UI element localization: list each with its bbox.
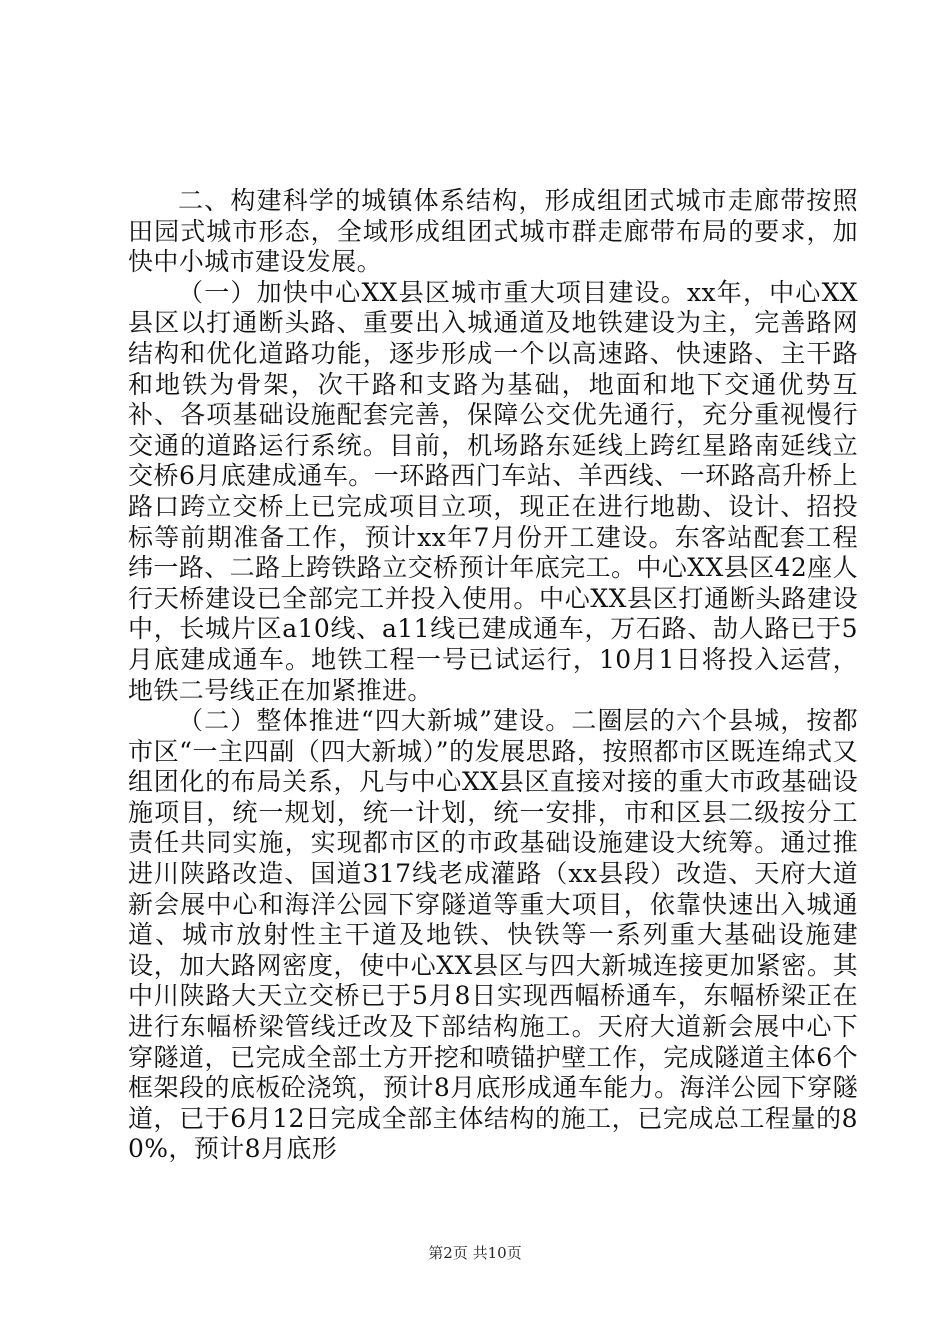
- paragraph-section-two-intro: 二、构建科学的城镇体系结构，形成组团式城市走廊带按照田园式城市形态，全域形成组团式城市群走廊带布局的要求，加快中小城市建设发展。: [128, 186, 858, 277]
- document-body: [128, 186, 858, 1165]
- paragraph-central-county-projects: （一）加快中心XX县区城市重大项目建设。xx年，中心XX县区以打通断头路、重要出入城通道及地铁建设为主，完善路网结构和优化道路功能，逐步形成一个以高速路、快速路、主干路和地铁为骨架，次干路和支路为基础，地面和地下交通优势互补、各项基础设施配套完善，保障公交优先通行，充分重视慢行交通的道路运行系统。目前，机场路东延线上跨红星路南延线立交桥6月底建成通车。一环路西门车站、羊西线、一环路高升桥上路口跨立交桥上已完成项目立项，现正在进行地勘、设计、招投标等前期准备工作，预计xx年7月份开工建设。东客站配套工程纬一路、二路上跨铁路立交桥预计年底完工。中心XX县区42座人行天桥建设已全部完工并投入使用。中心XX县区打通断头路建设中，长城片区a10线、a11线已建成通车，万石路、劼人路已于5月底建成通车。地铁工程一号已试运行，10月1日将投入运营，地铁二号线正在加紧推进。: [128, 277, 858, 705]
- page-footer: 第2页 共10页: [428, 1244, 522, 1262]
- paragraph-four-new-cities: （二）整体推进“四大新城”建设。二圈层的六个县城，按都市区“一主四副（四大新城）”的发展思路，按照都市区既连绵式又组团化的布局关系，凡与中心XX县区直接对接的重大市政基础设施项目，统一规划，统一计划，统一安排，市和区县二级按分工责任共同实施，实现都市区的市政基础设施建设大统筹。通过推进川陕路改造、国道317线老成灌路（xx县段）改造、天府大道新会展中心和海洋公园下穿隧道等重大项目，依靠快速出入城通道、城市放射性主干道及地铁、快铁等一系列重大基础设施建设，加大路网密度，使中心XX县区与四大新城连接更加紧密。其中川陕路大天立交桥已于5月8日实现西幅桥通车，东幅桥梁正在进行东幅桥梁管线迁改及下部结构施工。天府大道新会展中心下穿隧道，已完成全部土方开挖和喷锚护壁工作，完成隧道主体6个框架段的底板砼浇筑，预计8月底形成通车能力。海洋公园下穿隧道，已于6月12日完成全部主体结构的施工，已完成总工程量的80%，预计8月底形: [128, 706, 858, 1164]
